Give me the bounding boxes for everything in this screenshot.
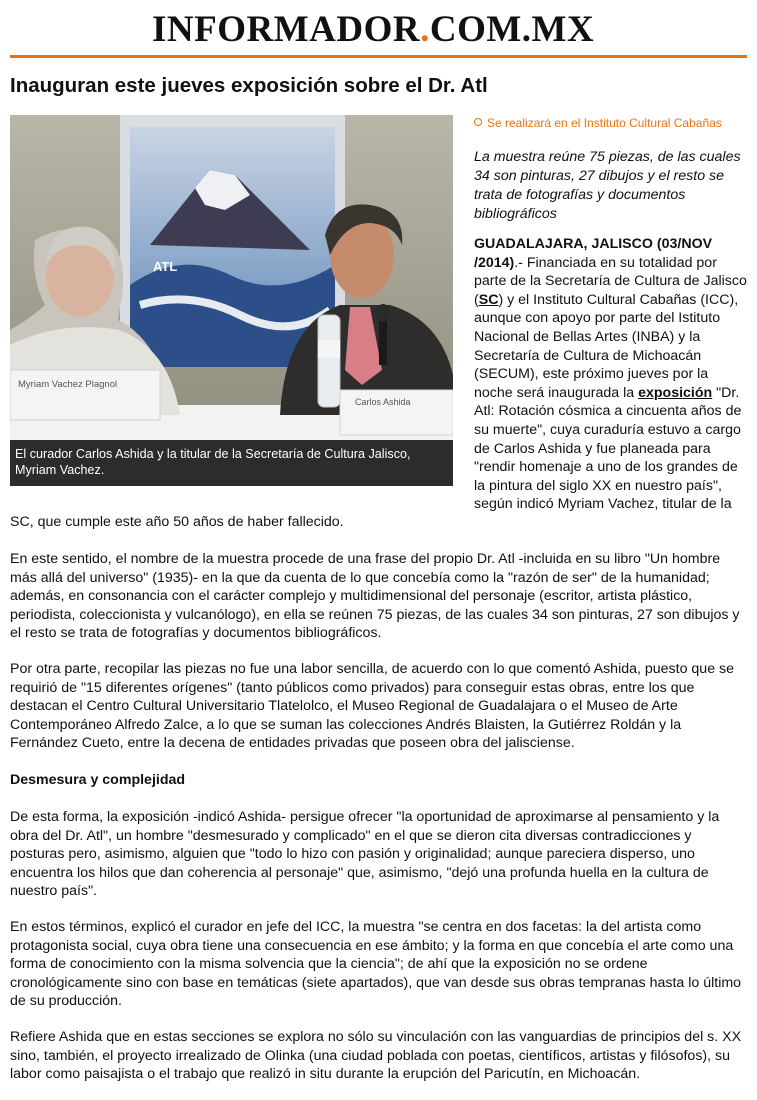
related-link[interactable] [474,116,722,130]
paragraph-2: Por otra parte, recopilar las piezas no fue una labor sencilla, de acuerdo con lo que comentó Ashida, puesto que se requirió de "15 diferentes orígenes" (tanto públicos como privados) para conseguir estas obras, entre los que destacan el Centro Cultural Universitario Tlatelolco, el Museo Regional de Guadalajara o el Museo de Arte Contemporáneo Alfredo Zalce, a lo que se suman las colecciones Andrés Blaisten, la Gutiérrez Roldán y la Fernández Cueto, entre la decena de entidades privadas que poseen obra del jalisciense. [10,661,735,752]
nameplate-right-text: Carlos Ashida [355,397,411,407]
lead-paragraph [474,235,748,514]
paragraph-1: En este sentido, el nombre de la muestra procede de una frase del propio Dr. Atl -incluida en su libro "Un hombre más allá del universo" (1935)- en la que da cuenta de lo que concebía como la "razón de ser" de la humanidad; además, en consonancia con el carácter complejo y multidimensional del personaje (escritor, artista plástico, periodista, coleccionista y vulcanólogo), en ella se reúnen 75 piezas, de las cuales 34 son pinturas, 27 son dibujos y el resto se trata de fotografías y documentos bibliográficos. [10,551,740,642]
microphone [379,315,387,365]
paragraph-5: Refiere Ashida que en estas secciones se explora no sólo su vinculación con las vanguardias de principios del s. XX sino, también, el proyecto irrealizado de Olinka (una ciudad poblada con poetas, científicos, artistas y filósofos), su labor como paisajista o el trabajo que realizó in situ durante la erupción del Paricutín, en Michoacán. [10,1029,742,1083]
site-header [0,0,757,58]
site-logo[interactable] [152,10,594,50]
bullet-circle-icon [474,118,482,126]
section-subheading: Desmesura y complejidad [10,772,186,788]
article-title: Inauguran este jueves exposición sobre el Dr. Atl [10,74,488,97]
related-link-label: Se realizará en el Instituto Cultural Cabañas [487,116,722,130]
dateline: GUADALAJARA, JALISCO (03/NOV /2014) [474,236,713,271]
exposicion-link[interactable]: exposición [638,384,713,401]
photo-illustration [10,115,453,486]
article-photo [10,115,453,486]
lead-text-1: .- Financiada en su totalidad por parte de la Secretaría de Cultura de Jalisco ( [474,254,747,308]
logo-tld: COM.MX [429,9,595,50]
logo-main: INFORMADOR [152,9,421,50]
nameplate-left [10,370,160,420]
nameplate-left-text: Myriam Vachez Plagnol [18,379,118,390]
logo-dot: . [420,9,430,50]
lead-continuation: SC, que cumple este año 50 años de haber fallecido. [10,514,344,530]
lead-text-2: ) y el Instituto Cultural Cabañas (ICC), aunque con apoyo por parte del Istituto Nacional de Bellas Artes (INBA) y la Secretaría de Cultura de Michoacán (SECUM), este próximo jueves por la noche será inaugurada la [474,291,739,401]
photo-caption: El curador Carlos Ashida y la titular de la Secretaría de Cultura Jalisco, Myriam Vachez. [10,440,453,486]
water-bottle [318,315,340,407]
poster-text: ATL [153,259,178,274]
sc-link[interactable]: SC [478,291,499,308]
paragraph-4: En estos términos, explicó el curador en jefe del ICC, la muestra "se centra en dos facetas: la del artista como protagonista social, cuya obra tiene una consecuencia en ese ámbito; y la forma en que concebía el arte como una forma de conocimiento con la misma solvencia que la ciencia"; de ahí que la exposición no se ordene cronológicamente sino con base en temáticas (siete apartados), que van desde sus obras tempranas hasta lo último de su producción. [10,919,742,1010]
paragraph-3: De esta forma, la exposición -indicó Ashida- persigue ofrecer "la oportunidad de aproximarse al pensamiento y la obra del Dr. Atl", un hombre "desmesurado y complicado" en el que se dieron cita diversas contradicciones y posturas pero, asimismo, alguien que "todo lo hizo con pasión y originalidad; aunque pareciera disperso, uno encuentra los hilos que dan coherencia al personaje" que, asimismo, "dejó una profunda huella en la cultura de nuestro país". [10,809,720,900]
header-rule [10,55,747,58]
lead-text-3: "Dr. Atl: Rotación cósmica a cincuenta años de su muerte", cuya curaduría estuvo a cargo de Carlos Ashida y fue planeada para "rendir homenaje a uno de los grandes de la pintura del siglo XX en nuestro país", según indicó Myriam Vachez, titular de la [474,384,742,513]
article-subhead: La muestra reúne 75 piezas, de las cuales 34 son pinturas, 27 dibujos y el resto se trata de fotografías y documentos bibliográficos [474,149,741,222]
